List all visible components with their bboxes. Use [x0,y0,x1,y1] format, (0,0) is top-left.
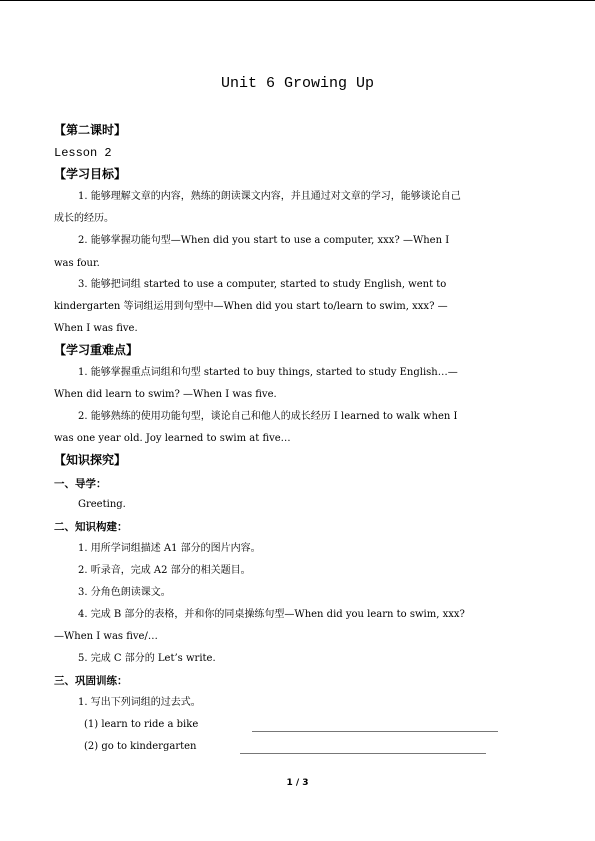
part-1-heading: 一、导学： [54,478,107,490]
answer-blank-1 [252,731,498,732]
build-step-2: 2. 听录音，完成 A2 部分的相关题目。 [78,565,251,576]
build-step-4-line-1: 4. 完成 B 部分的表格，并和你的同桌操练句型—When did you learn to swim, xxx? [78,609,465,620]
build-step-5: 5. 完成 C 部分的 Let’s write. [78,653,216,664]
part-3-heading: 三、巩固训练： [54,675,128,687]
objective-1-line-1: 1. 能够理解文章的内容，熟练的朗读课文内容，并且通过对文章的学习，能够谈论自己 [78,191,461,202]
exercise-1-instruction: 1. 写出下列词组的过去式。 [78,697,201,708]
exercise-1-item-1: (1) learn to ride a bike [84,719,199,730]
objective-1-line-2: 成长的经历。 [54,213,114,224]
exercise-1-item-2: (2) go to kindergarten [84,741,197,752]
section-objectives: 【学习目标】 [54,167,127,181]
page-number: 1 / 3 [286,778,309,788]
objective-3-line-3: When I was five. [54,323,138,334]
document-title: Unit 6 Growing Up [220,75,375,92]
top-border [0,0,595,1]
section-key-points: 【学习重难点】 [54,343,139,357]
build-step-3: 3. 分角色朗读课文。 [78,587,171,598]
objective-3-line-2: kindergarten 等词组运用到句型中—When did you start to/learn to swim, xxx? — [54,301,448,312]
section-explore: 【知识探究】 [54,453,127,467]
build-step-4-line-2: —When I was five/… [54,631,158,642]
objective-3-line-1: 3. 能够把词组 started to use a computer, started to study English, went to [78,279,447,290]
key-point-1-line-1: 1. 能够掌握重点词组和句型 started to buy things, started to study English…— [78,367,458,378]
build-step-1: 1. 用所学词组描述 A1 部分的图片内容。 [78,543,261,554]
answer-blank-2 [240,753,486,754]
key-point-2-line-1: 2. 能够熟练的使用功能句型，谈论自己和他人的成长经历 I learned to walk when I [78,411,458,422]
key-point-1-line-2: When did learn to swim? —When I was five. [54,389,277,400]
objective-2-line-1: 2. 能够掌握功能句型—When did you start to use a computer, xxx? —When I [78,235,450,246]
key-point-2-line-2: was one year old. Joy learned to swim at five… [54,433,291,444]
greeting-text: Greeting. [78,499,126,510]
part-2-heading: 二、知识构建： [54,521,128,533]
section-lesson-time: 【第二课时】 [54,123,127,137]
objective-2-line-2: was four. [54,258,100,269]
lesson-label: Lesson 2 [54,146,112,160]
